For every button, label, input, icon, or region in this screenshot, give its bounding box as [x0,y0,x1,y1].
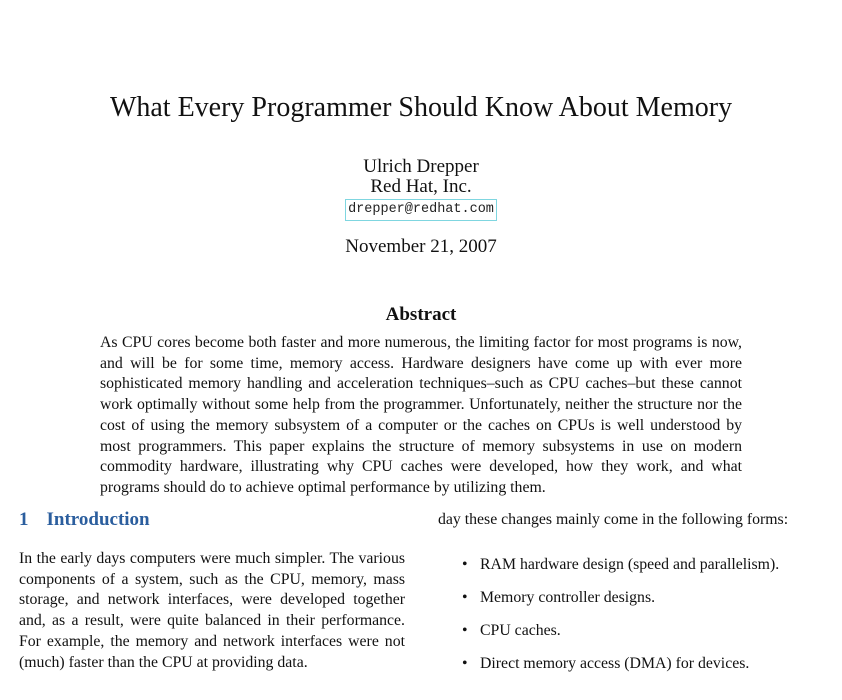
author-affiliation: Red Hat, Inc. [370,176,472,197]
bullet-icon: • [462,622,468,639]
author-name: Ulrich Drepper [363,156,479,177]
bullet-icon: • [462,655,468,672]
list-item: • RAM hardware design (speed and parallelism). [462,554,779,576]
changes-list [462,554,779,686]
publication-date: November 21, 2007 [345,236,497,257]
intro-paragraph: In the early days computers were much simpler. The various components of a system, such as the CPU, memory, mass storage, and network interfaces, were developed together and, as a result, were quite balanced in their performance. For example, the memory and network interfaces were not (much) faster than the CPU at providing data. [19,550,405,671]
right-column-intro: day these changes mainly come in the following forms: [438,511,789,528]
bullet-icon: • [462,589,468,606]
abstract-heading: Abstract [385,304,457,325]
section-heading[interactable] [19,508,150,532]
list-item: • Memory controller designs. [462,587,779,609]
list-item: • Direct memory access (DMA) for devices. [462,653,779,675]
list-item: • CPU caches. [462,620,779,642]
author-email-link[interactable]: drepper@redhat.com [345,199,497,221]
author-block [0,157,842,221]
abstract-text: As CPU cores become both faster and more numerous, the limiting factor for most programs is now, and will be for some time, memory access. Hardware designers have come up with ever more sophisticated memory handling and acceleration techniques–such as CPU caches–but these cannot work optimally without some help from the programmer. Unfortunately, neither the structure nor the cost of using the memory subsystem of a computer or the caches on CPUs is well understood by most programmers. This paper explains the structure of memory subsystems in use on modern commodity hardware, illustrating why CPU caches were developed, how they work, and what programs should do to achieve optimal performance by utilizing them. [100,334,742,496]
section-title: Introduction [46,509,150,530]
bullet-icon: • [462,556,468,573]
paper-title: What Every Programmer Should Know About Memory [109,92,733,123]
section-number: 1 [19,509,29,530]
